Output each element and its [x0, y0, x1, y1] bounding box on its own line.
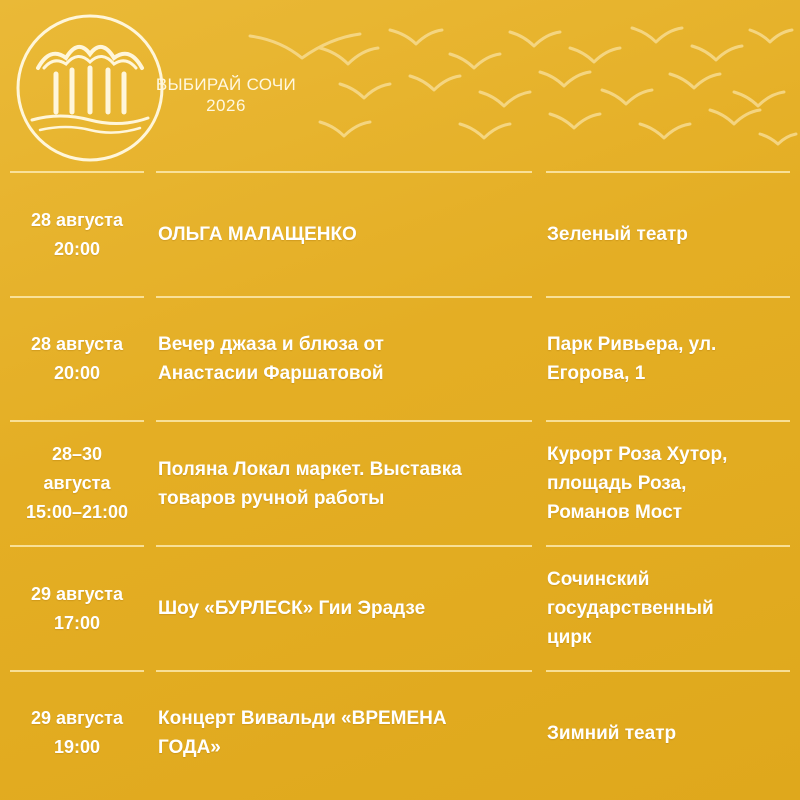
event-place: Сочинский государственный цирк [547, 569, 714, 648]
event-title: Вечер джаза и блюза от Анастасии Фаршатовой [158, 334, 384, 384]
event-date: 28 августа 20:00 [31, 334, 123, 383]
event-place: Зимний театр [547, 722, 677, 744]
brand-year: 2026 [206, 96, 246, 115]
event-title: ОЛЬГА МАЛАЩЕНКО [158, 224, 357, 245]
event-place: Парк Ривьера, ул. Егорова, 1 [547, 334, 717, 384]
event-row [0, 672, 800, 794]
event-row [0, 422, 800, 545]
event-date: 29 августа 17:00 [31, 583, 123, 633]
event-date: 28–30 августа 15:00–21:00 [25, 444, 129, 522]
event-row [0, 298, 800, 420]
event-place: Зеленый театр [547, 224, 688, 245]
event-place: Курорт Роза Хутор, площадь Роза, Романов Мост [547, 444, 728, 523]
event-date: 29 августа 19:00 [31, 708, 123, 757]
event-date: 28 августа 20:00 [31, 209, 123, 259]
brand-name: ВЫБИРАЙ СОЧИ [155, 75, 297, 94]
event-row [0, 547, 800, 670]
event-title: Шоу «БУРЛЕСК» Гии Эрадзе [158, 598, 426, 619]
event-row [0, 173, 800, 296]
event-title: Поляна Локал маркет. Выставка товаров ручной работы [158, 458, 462, 509]
event-title: Концерт Вивальди «ВРЕМЕНА ГОДА» [158, 708, 447, 758]
